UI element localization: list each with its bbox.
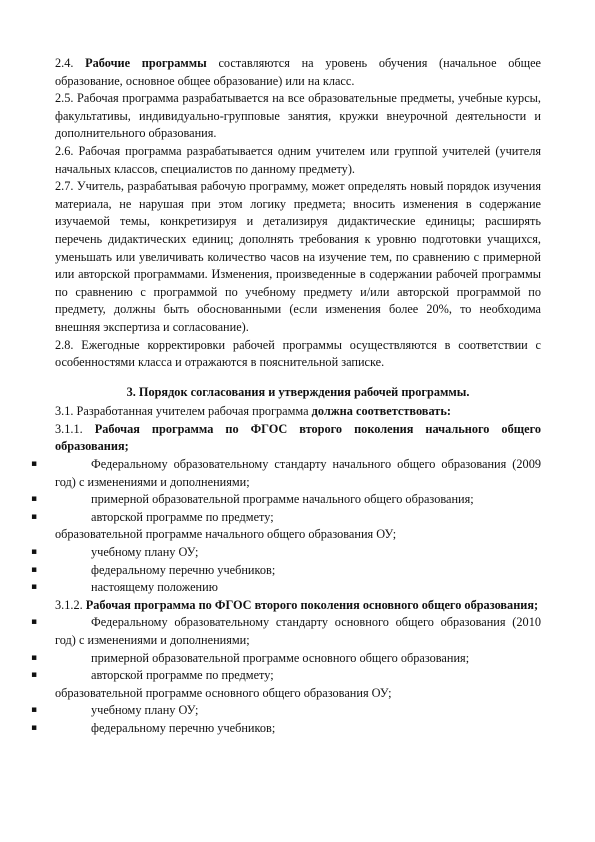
list-item-text: примерной образовательной программе основного общего образования; <box>91 650 470 665</box>
list-continuation: образовательной программе основного общего образования ОУ; <box>55 685 392 700</box>
list-item-text: учебному плану ОУ; <box>91 703 199 718</box>
bullet-icon: ▪ <box>31 564 38 575</box>
list-item-text: настоящему положению <box>91 580 218 595</box>
bullet-icon: ▪ <box>31 582 38 593</box>
paragraph-2-4-bold: Рабочие программы <box>85 56 207 70</box>
list-item <box>31 579 541 597</box>
paragraph-2-7: 2.7. Учитель, разрабатывая рабочую программу, может определять новый порядок изучения материала, не нарушая при этом логику предмета; вносить изменения в содержание изучаемой темы, конкретизируя и детализируя дидактические единицы; расширять перечень дидактических единиц; дополнять требования к уровню подготовки учащихся, уменьшать или увеличивать количество часов на изучение тем, по сравнению с примерной или авторской программами. Изменения, произведенные в содержании рабочей программы по сравнению с программой по учебному предмету и/или авторской программой по предмету, должны быть обоснованными (если изменения более 20%, то необходима внешняя экспертиза и согласование). <box>55 179 541 334</box>
list-item-text: авторской программе по предмету; <box>91 509 274 524</box>
list-item-text: федеральному перечню учебников; <box>91 562 276 577</box>
bullet-icon: ▪ <box>31 652 38 663</box>
bullet-icon: ▪ <box>31 511 38 522</box>
bullet-icon: ▪ <box>31 617 38 628</box>
list-item-text: примерной образовательной программе начального общего образования; <box>91 492 474 507</box>
paragraph-3-1-text: 3.1. Разработанная учителем рабочая программа <box>55 404 312 419</box>
paragraph-3-1 <box>55 403 541 421</box>
bullet-icon: ▪ <box>31 705 38 716</box>
section-3-heading: 3. Порядок согласования и утверждения рабочей программы. <box>126 384 470 399</box>
paragraph-2-4-text: составляются на уровень обучения (начальное общее образование, основное общее образование) или на класс. <box>55 56 542 88</box>
list-item <box>31 667 541 685</box>
paragraph-3-1-1 <box>55 421 541 456</box>
list-fgos-ooo <box>31 614 541 737</box>
bullet-icon: ▪ <box>31 722 38 733</box>
paragraph-3-1-2-number: 3.1.2. <box>55 597 86 612</box>
list-item <box>31 720 541 738</box>
paragraph-3-1-1-bold: Рабочая программа по ФГОС второго поколения начального общего образования; <box>55 421 541 454</box>
paragraph-3-1-bold: должна соответствовать: <box>311 404 451 419</box>
list-item-text: Федеральному образовательному стандарту начального общего образования (2009 год) с изменениями и дополнениями; <box>55 457 541 489</box>
list-item <box>31 509 541 527</box>
bullet-icon: ▪ <box>31 459 38 470</box>
list-item-text: авторской программе по предмету; <box>91 668 274 683</box>
list-item <box>31 702 541 720</box>
list-item <box>31 562 541 580</box>
bullet-icon: ▪ <box>31 547 38 558</box>
document-page <box>31 55 542 738</box>
list-item <box>31 544 541 562</box>
bullet-icon: ▪ <box>31 670 38 681</box>
list-fgos-noo <box>31 456 541 597</box>
paragraph-3-1-1-number: 3.1.1. <box>55 421 95 436</box>
list-item-text: Федеральному образовательному стандарту основного общего образования (2010 год) с изменениями и дополнениями; <box>55 615 541 647</box>
paragraph-3-1-2-bold: Рабочая программа по ФГОС второго поколения основного общего образования; <box>85 597 539 612</box>
paragraph-2-6: 2.6. Рабочая программа разрабатывается одним учителем или группой учителей (учителя начальных классов, специалистов по данному предмету). <box>55 143 541 176</box>
paragraph-2-4-number: 2.4. <box>55 56 74 70</box>
bullet-icon: ▪ <box>31 494 38 505</box>
paragraph-2-4 <box>55 55 541 90</box>
list-item-text: федеральному перечню учебников; <box>91 720 276 735</box>
list-item-text: учебному плану ОУ; <box>91 545 199 560</box>
list-item <box>31 491 541 509</box>
list-item <box>31 650 541 668</box>
paragraph-3-1-2 <box>55 597 541 615</box>
list-item <box>31 614 541 649</box>
list-continuation: образовательной программе начального общего образования ОУ; <box>55 527 397 542</box>
list-item <box>31 456 541 491</box>
paragraph-2-8: 2.8. Ежегодные корректировки рабочей программы осуществляются в соответствии с особенностями класса и отражаются в пояснительной записке. <box>55 337 541 370</box>
paragraph-2-5: 2.5. Рабочая программа разрабатывается на все образовательные предметы, учебные курсы, факультативы, индивидуально-групповые занятия, кружки внеурочной деятельности и дополнительного образования. <box>55 91 541 141</box>
